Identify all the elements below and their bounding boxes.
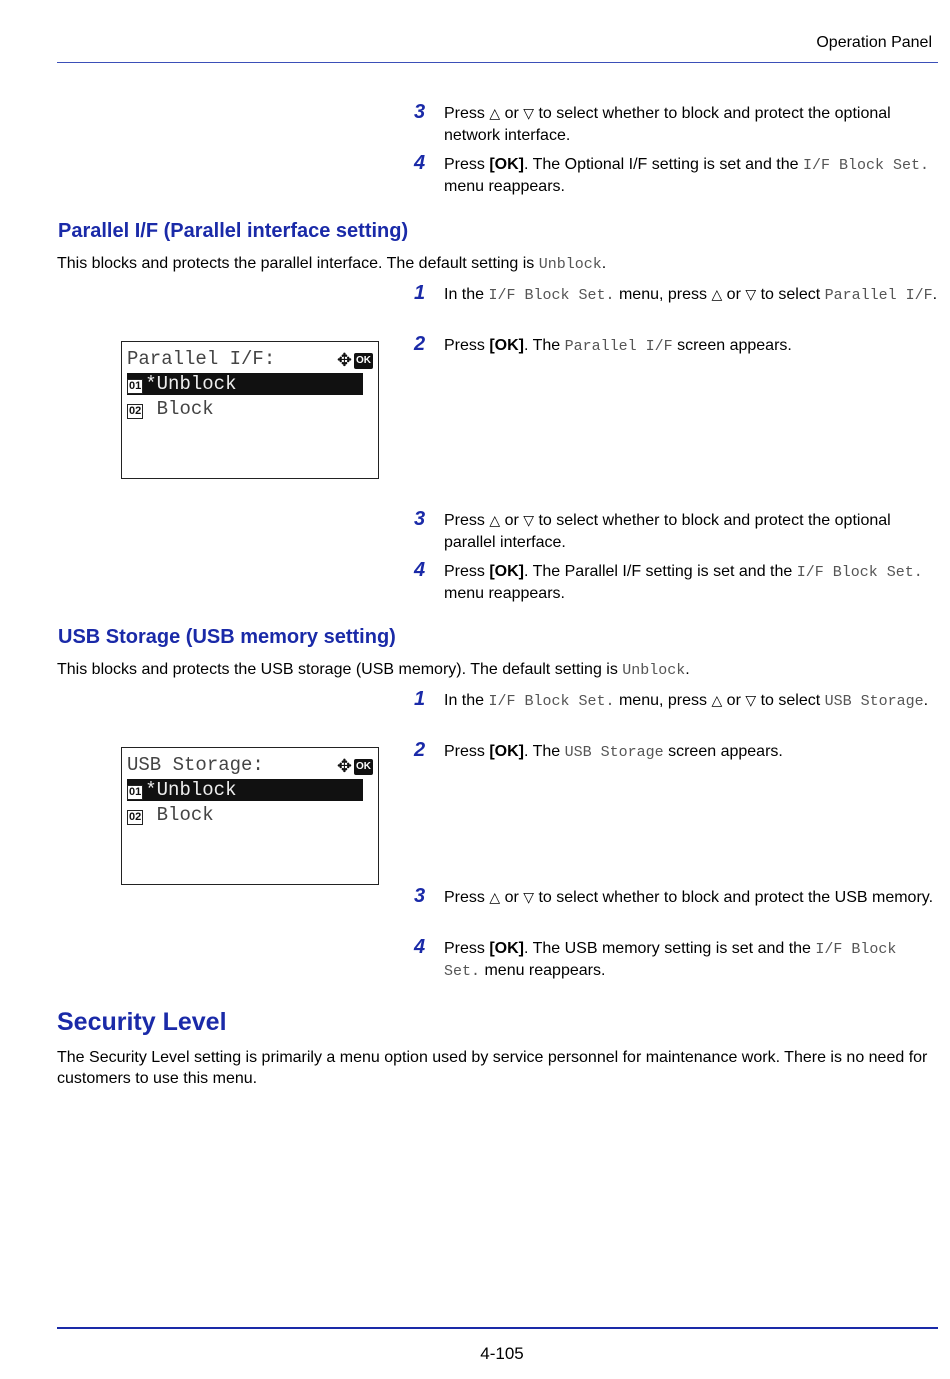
up-arrow-icon: △ <box>489 106 501 122</box>
up-arrow-icon: △ <box>711 693 723 709</box>
step-number: 3 <box>414 101 426 123</box>
cross-arrow-icon: ✥ <box>336 756 352 777</box>
step-number: 4 <box>414 559 426 581</box>
step-usb-1: 1 In the I/F Block Set. menu, press △ or ▽ to select USB Storage. <box>414 688 929 710</box>
screen-option-unblock: 01 *Unblock <box>127 779 363 801</box>
ok-key-icon: OK <box>354 353 373 369</box>
page-number: 4-105 <box>480 1344 524 1363</box>
step-parallel-3: 3 Press △ or ▽ to select whether to block and protect the optional parallel interface. <box>414 508 891 551</box>
down-arrow-icon: ▽ <box>523 106 535 122</box>
screen-option-unblock: 01 *Unblock <box>127 373 363 395</box>
down-arrow-icon: ▽ <box>523 890 535 906</box>
section-heading-security: Security Level <box>57 1008 227 1036</box>
security-text: The Security Level setting is primarily a menu option used by service personnel for maintenance work. There is no need for customers to use this menu. <box>57 1049 928 1087</box>
up-arrow-icon: △ <box>489 890 501 906</box>
ok-key-icon: OK <box>354 759 373 775</box>
step-number: 2 <box>414 739 426 761</box>
parallel-screen <box>121 341 379 479</box>
step-number: 1 <box>414 282 426 304</box>
usb-intro: This blocks and protects the USB storage (USB memory). The default setting is Unblock. <box>57 661 690 679</box>
option-number-icon: 02 <box>129 811 142 823</box>
option-number-icon: 01 <box>129 380 142 392</box>
navigation-ok-icon <box>337 756 373 777</box>
down-arrow-icon: ▽ <box>745 693 757 709</box>
screen-option-block: 02 Block <box>129 398 214 420</box>
step-usb-4: 4 Press [OK]. The USB memory setting is set and the I/F Block Set. menu reappears. <box>414 936 897 980</box>
header-rule <box>57 62 938 63</box>
footer-rule <box>57 1327 938 1329</box>
step-number: 4 <box>414 152 426 174</box>
step-parallel-1: 1 In the I/F Block Set. menu, press △ or ▽ to select Parallel I/F. <box>414 282 938 304</box>
up-arrow-icon: △ <box>489 513 501 529</box>
option-number-icon: 02 <box>129 405 142 417</box>
step-parallel-4: 4 Press [OK]. The Parallel I/F setting is set and the I/F Block Set. menu reappears. <box>414 559 923 602</box>
step-number: 4 <box>414 936 426 958</box>
step-usb-2: 2 Press [OK]. The USB Storage screen appears. <box>414 739 783 761</box>
down-arrow-icon: ▽ <box>745 287 757 303</box>
screen-title: Parallel I/F: <box>127 348 276 370</box>
usb-screen <box>121 747 379 885</box>
up-arrow-icon: △ <box>711 287 723 303</box>
step-number: 3 <box>414 885 426 907</box>
cross-arrow-icon: ✥ <box>336 350 352 371</box>
section-heading-usb: USB Storage (USB memory setting) <box>58 626 396 648</box>
navigation-ok-icon <box>337 350 373 371</box>
page-header-title: Operation Panel <box>816 34 932 51</box>
option-number-icon: 01 <box>129 786 142 798</box>
screen-option-block: 02 Block <box>129 804 214 826</box>
step-number: 1 <box>414 688 426 710</box>
step-number: 2 <box>414 333 426 355</box>
step-number: 3 <box>414 508 426 530</box>
down-arrow-icon: ▽ <box>523 513 535 529</box>
parallel-intro: This blocks and protects the parallel interface. The default setting is Unblock. <box>57 255 607 273</box>
section-heading-parallel: Parallel I/F (Parallel interface setting) <box>58 220 409 242</box>
step-opt-4: 4 Press [OK]. The Optional I/F setting is set and the I/F Block Set. menu reappears. <box>414 152 929 195</box>
step-parallel-2: 2 Press [OK]. The Parallel I/F screen appears. <box>414 333 792 355</box>
step-usb-3: 3 Press △ or ▽ to select whether to block and protect the USB memory. <box>414 885 934 907</box>
step-opt-3: 3 Press △ or ▽ to select whether to block and protect the optional network interface. <box>414 101 891 144</box>
screen-title: USB Storage: <box>127 754 264 776</box>
